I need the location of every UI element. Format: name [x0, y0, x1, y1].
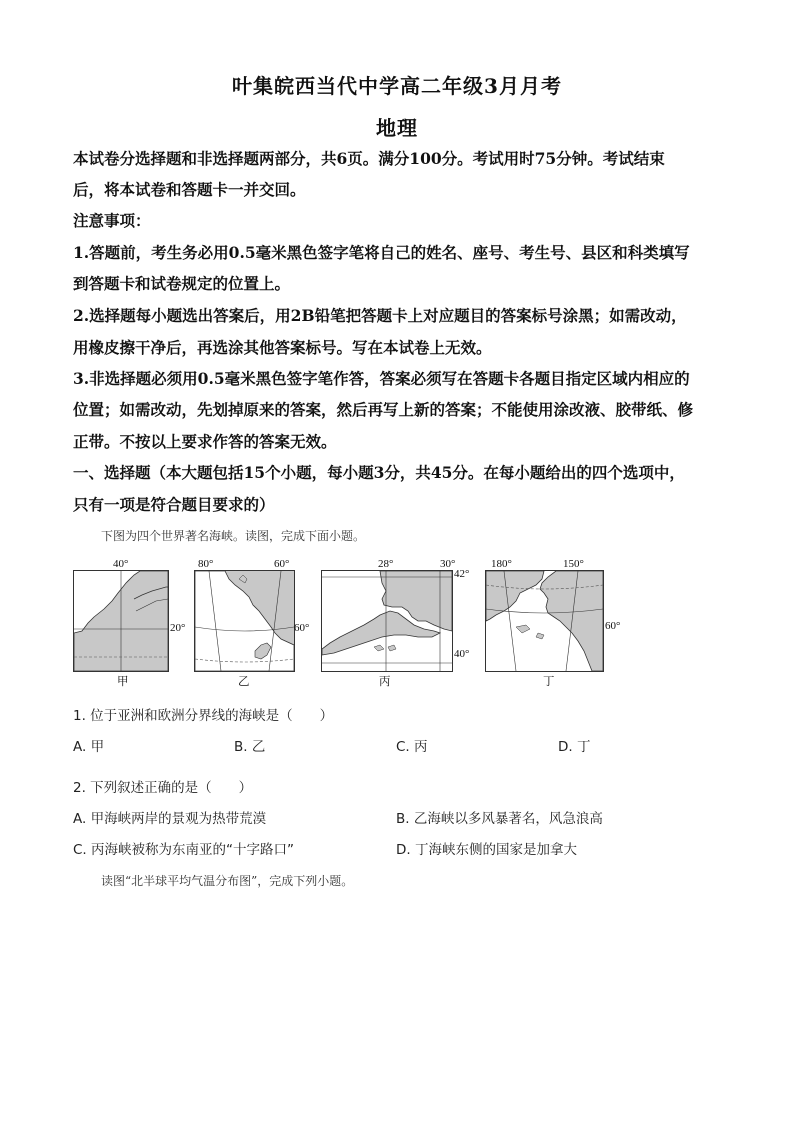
map-ding-lon-label-2: 150°: [563, 558, 584, 570]
map-yi: [194, 570, 295, 672]
map-yi-name: 乙: [238, 674, 250, 688]
section-heading: 只有一项是符合题目要求的）: [73, 495, 275, 514]
question-1-option-d[interactable]: D. 丁: [558, 739, 591, 755]
subject-title: 地理: [376, 116, 418, 140]
note-line: 2.选择题每小题选出答案后，用2B铅笔把答题卡上对应题目的答案标号涂黑；如需改动，: [73, 306, 687, 325]
question-2-option-d[interactable]: D. 丁海峡东侧的国家是加拿大: [396, 842, 577, 858]
figure-intro: 下图为四个世界著名海峡。读图，完成下面小题。: [101, 529, 366, 543]
map-ding-lat-label: 60°: [605, 620, 621, 632]
map-ding: [485, 570, 604, 672]
note-line: 位置；如需改动，先划掉原来的答案，然后再写上新的答案；不能使用涂改液、胶带纸、修: [73, 400, 694, 419]
map-yi-lon-label: 80°: [198, 558, 214, 570]
map-bing: [321, 570, 453, 672]
map-ding-lon-label: 180°: [491, 558, 512, 570]
intro-line: 本试卷分选择题和非选择题两部分，共6页。满分100分。考试用时75分钟。考试结束: [73, 149, 665, 168]
note-line: 到答题卡和试卷规定的位置上。: [73, 274, 291, 293]
map-jia-lat-label: 20°: [170, 622, 186, 634]
map-jia: [73, 570, 169, 672]
question-1-option-b[interactable]: B. 乙: [234, 739, 266, 755]
question-1-stem: 1. 位于亚洲和欧洲分界线的海峡是（ ）: [73, 708, 334, 724]
question-2-stem: 2. 下列叙述正确的是（ ）: [73, 780, 253, 796]
intro-line: 后，将本试卷和答题卡一并交回。: [73, 180, 306, 199]
page-title: 叶集皖西当代中学高二年级3月月考: [232, 74, 562, 98]
question-2-option-a[interactable]: A. 甲海峡两岸的景观为热带荒漠: [73, 811, 267, 827]
map-bing-lon-label-2: 30°: [440, 558, 456, 570]
question-1-option-c[interactable]: C. 丙: [396, 739, 428, 755]
map-bing-lat-label-bottom: 40°: [454, 648, 470, 660]
map-bing-lat-label-top: 42°: [454, 568, 470, 580]
map-jia-lon-label: 40°: [113, 558, 129, 570]
notes-heading: 注意事项：: [73, 211, 151, 230]
note-line: 用橡皮擦干净后，再选涂其他答案标号。写在本试卷上无效。: [73, 338, 492, 357]
map-yi-lon-label-2: 60°: [274, 558, 290, 570]
note-line: 1.答题前，考生务必用0.5毫米黑色签字笔将自己的姓名、座号、考生号、县区和科类填写: [73, 243, 690, 262]
map-bing-lon-label: 28°: [378, 558, 394, 570]
question-1-option-a[interactable]: A. 甲: [73, 739, 105, 755]
figure2-intro: 读图“北半球平均气温分布图”，完成下列小题。: [101, 874, 354, 888]
map-bing-name: 丙: [379, 674, 391, 688]
map-ding-name: 丁: [543, 674, 555, 688]
section-heading: 一、选择题（本大题包括15个小题，每小题3分，共45分。在每小题给出的四个选项中，: [73, 463, 685, 482]
map-yi-lat-label: 60°: [294, 622, 310, 634]
map-jia-name: 甲: [117, 674, 129, 688]
question-2-option-b[interactable]: B. 乙海峡以多风暴著名，风急浪高: [396, 811, 603, 827]
note-line: 3.非选择题必须用0.5毫米黑色签字笔作答，答案必须写在答题卡各题目指定区域内相应的: [73, 369, 690, 388]
question-2-option-c[interactable]: C. 丙海峡被称为东南亚的“十字路口”: [73, 842, 294, 858]
note-line: 正带。不按以上要求作答的答案无效。: [73, 432, 337, 451]
